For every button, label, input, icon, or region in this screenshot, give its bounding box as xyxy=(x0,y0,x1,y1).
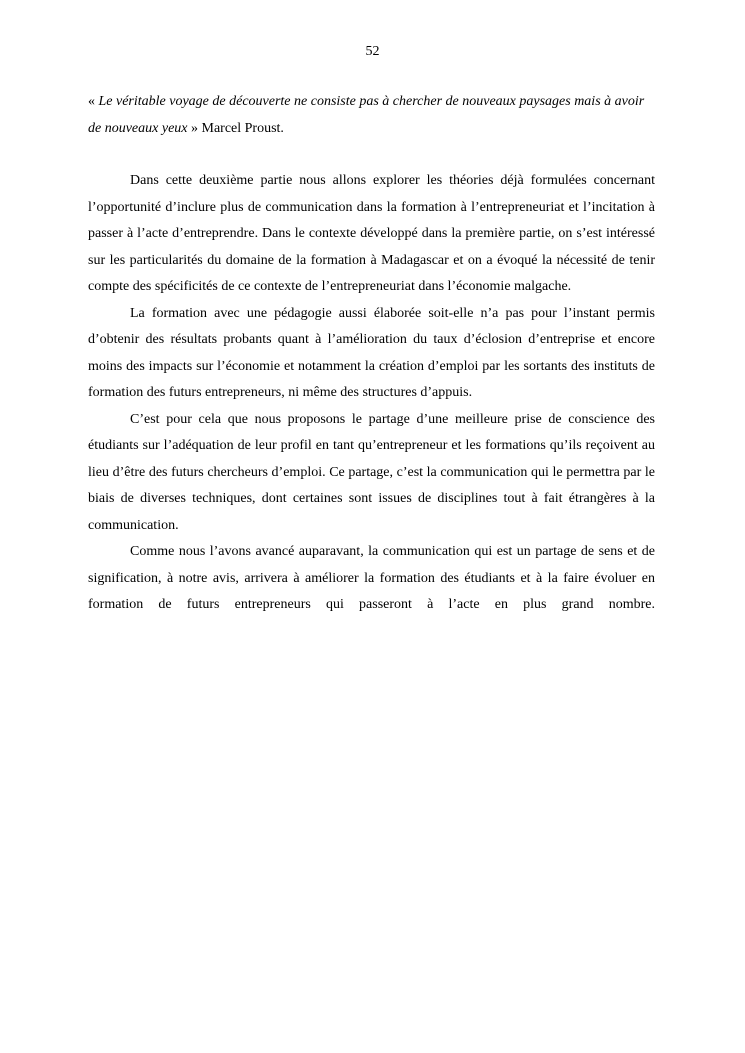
paragraph-1: Dans cette deuxième partie nous allons explorer les théories déjà formulées concernant l’opportunité d’inclure plus de communication dans la formation à l’entrepreneuriat et l’incitation à passer à l’acte d’entreprendre. Dans le contexte développé dans la première partie, on s’est intéressé sur les particularités du domaine de la formation à Madagascar et on a évoqué la nécessité de tenir compte des spécificités de ce contexte de l’entrepreneuriat dans l’économie malgache. xyxy=(88,173,655,294)
page-number: 52 xyxy=(365,44,380,59)
epigraph-open-quote: « xyxy=(88,94,99,109)
epigraph-quote: Le véritable voyage de découverte ne consiste pas à chercher de nouveaux paysages mais à avoir de nouveaux yeux xyxy=(88,94,645,136)
paragraph-2: La formation avec une pédagogie aussi élaborée soit-elle n’a pas pour l’instant permis d’obtenir des résultats probants quant à l’amélioration du taux d’éclosion d’entreprise et encore moins des impacts sur l’économie et notamment la création d’emploi par les sortants des instituts de formation des futurs entrepreneurs, ni même des structures d’appuis. xyxy=(88,305,655,400)
epigraph-author: Marcel Proust. xyxy=(201,120,284,136)
epigraph-close-quote: » xyxy=(187,120,202,136)
epigraph xyxy=(88,89,655,142)
paragraph-3: C’est pour cela que nous proposons le partage d’une meilleure prise de conscience des étudiants sur l’adéquation de leur profil en tant qu’entrepreneur et les formations qu’ils reçoivent au lieu d’être des futurs chercheurs d’emploi. Ce partage, c’est la communication qui le permettra par le biais de diverses techniques, dont certaines sont issues de disciplines tout à fait étrangères à la communication. xyxy=(88,411,655,533)
paragraph-4: Comme nous l’avons avancé auparavant, la communication qui est un partage de sens et de signification, à notre avis, arrivera à améliorer la formation des étudiants et à la faire évoluer en formation de futurs entrepreneurs qui passeront à l’acte en plus grand nombre. xyxy=(88,544,655,612)
page-body xyxy=(88,89,655,619)
